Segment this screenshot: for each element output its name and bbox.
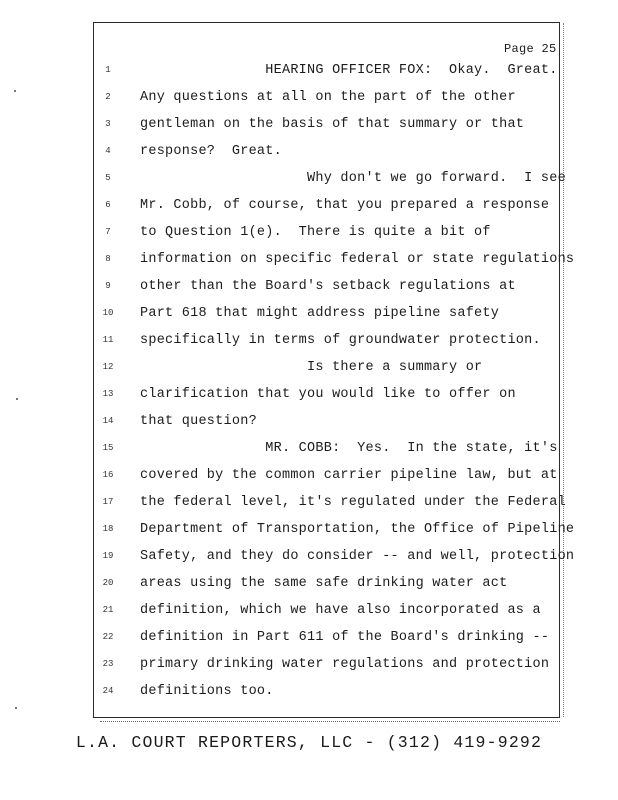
line-text: Department of Transportation, the Office of Pipeline [140, 522, 575, 537]
transcript-line [0, 408, 618, 435]
transcript-line [0, 219, 618, 246]
line-text: other than the Board's setback regulations at [140, 279, 516, 294]
line-number: 1 [105, 65, 111, 75]
line-number: 21 [102, 605, 114, 615]
transcript-line [0, 462, 618, 489]
line-number: 4 [105, 146, 111, 156]
line-number: 22 [102, 632, 114, 642]
transcript-line [0, 300, 618, 327]
transcript-line [0, 165, 618, 192]
transcript-line [0, 138, 618, 165]
line-text: definition, which we have also incorporated as a [140, 603, 541, 618]
line-text: Safety, and they do consider -- and well, protection [140, 549, 575, 564]
transcript-line [0, 57, 618, 84]
transcript-line [0, 381, 618, 408]
line-number: 18 [102, 524, 114, 534]
transcript-line [0, 435, 618, 462]
line-number: 17 [102, 497, 114, 507]
line-text: clarification that you would like to offer on [140, 387, 516, 402]
transcript-line [0, 489, 618, 516]
line-text: HEARING OFFICER FOX: Okay. Great. [140, 63, 558, 78]
line-number: 12 [102, 362, 114, 372]
line-number: 15 [102, 443, 114, 453]
line-text: to Question 1(e). There is quite a bit of [140, 225, 491, 240]
line-text: Any questions at all on the part of the other [140, 90, 516, 105]
line-text: definition in Part 611 of the Board's drinking -- [140, 630, 550, 645]
line-number: 16 [102, 470, 114, 480]
transcript-lines [0, 57, 618, 705]
page-number: Page 25 [504, 42, 557, 56]
transcript-line [0, 678, 618, 705]
line-text: definitions too. [140, 684, 274, 699]
line-number: 11 [102, 335, 114, 345]
line-text: Is there a summary or [140, 360, 483, 375]
line-number: 19 [102, 551, 114, 561]
transcript-line [0, 354, 618, 381]
transcript-line [0, 597, 618, 624]
transcript-line [0, 246, 618, 273]
scan-mark [15, 707, 17, 709]
transcript-line [0, 192, 618, 219]
line-text: Why don't we go forward. I see [140, 171, 566, 186]
line-text: Part 618 that might address pipeline safety [140, 306, 500, 321]
transcript-line [0, 570, 618, 597]
line-number: 7 [105, 227, 111, 237]
line-text: specifically in terms of groundwater protection. [140, 333, 541, 348]
line-number: 14 [102, 416, 114, 426]
transcript-line [0, 543, 618, 570]
line-text: covered by the common carrier pipeline law, but at [140, 468, 558, 483]
line-text: gentleman on the basis of that summary or that [140, 117, 525, 132]
line-number: 20 [102, 578, 114, 588]
line-text: areas using the same safe drinking water act [140, 576, 508, 591]
line-text: MR. COBB: Yes. In the state, it's [140, 441, 558, 456]
transcript-line [0, 516, 618, 543]
line-number: 8 [105, 254, 111, 264]
bottom-rule [100, 721, 560, 722]
line-text: information on specific federal or state regulations [140, 252, 575, 267]
line-number: 2 [105, 92, 111, 102]
line-number: 3 [105, 119, 111, 129]
transcript-line [0, 273, 618, 300]
line-text: response? Great. [140, 144, 282, 159]
line-number: 13 [102, 389, 114, 399]
transcript-line [0, 327, 618, 354]
line-number: 23 [102, 659, 114, 669]
line-text: Mr. Cobb, of course, that you prepared a response [140, 198, 550, 213]
line-text: primary drinking water regulations and protection [140, 657, 550, 672]
transcript-line [0, 111, 618, 138]
line-number: 9 [105, 281, 111, 291]
transcript-line [0, 651, 618, 678]
line-number: 5 [105, 173, 111, 183]
line-number: 24 [102, 686, 114, 696]
line-number: 10 [102, 308, 114, 318]
court-reporter-footer: L.A. COURT REPORTERS, LLC - (312) 419-9292 [75, 733, 543, 752]
line-text: that question? [140, 414, 257, 429]
transcript-line [0, 624, 618, 651]
transcript-line [0, 84, 618, 111]
line-number: 6 [105, 200, 111, 210]
line-text: the federal level, it's regulated under the Federal [140, 495, 566, 510]
